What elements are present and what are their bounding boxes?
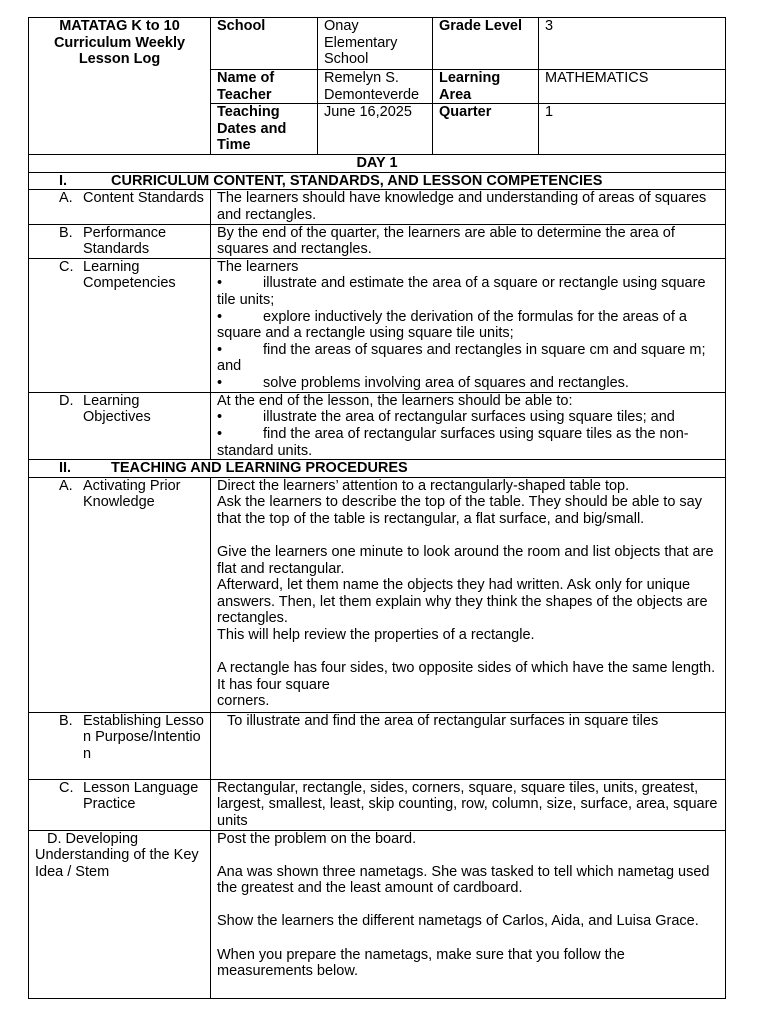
lesson-language-practice-label: C. Lesson Language Practice (29, 779, 211, 830)
content-standards-text: The learners should have knowledge and understanding of areas of squares and rectangles. (211, 190, 726, 224)
teaching-dates-label: Teaching Dates and Time (211, 104, 318, 155)
school-value: Onay Elementary School (318, 18, 433, 70)
document-title: MATATAG K to 10 Curriculum Weekly Lesson Log (29, 18, 211, 155)
activating-prior-knowledge-text: Direct the learners’ attention to a rectangularly-shaped table top. Ask the learners to describe the top of the table. They should be able to say that the top of the table is rectangular, a flat surface, and big/small. Give the learners one minute to look around the room and list objects that are flat and rectangular. Afterward, let them name the objects they had written. Ask only for unique answers. Then, let them explain why they think the shapes of the objects are rectangles. This will help review the properties of a rectangle. A rectangle has four sides, two opposite sides of which have the same length. It has four square corners. (211, 477, 726, 712)
activating-prior-knowledge-label: A. Activating Prior Knowledge (29, 477, 211, 712)
list-item: • solve problems involving area of squares and rectangles. (217, 374, 629, 391)
learning-area-label: Learning Area (433, 70, 539, 104)
grade-level-value: 3 (539, 18, 726, 70)
learning-objectives-text: At the end of the lesson, the learners should be able to: • illustrate the area of rectangular surfaces using square tiles; and • find the area of rectangular surfaces using square tiles as the non-standard units. (211, 392, 726, 459)
item-marker: A. (59, 190, 73, 207)
day-heading: DAY 1 (29, 155, 726, 173)
lesson-language-practice-text: Rectangular, rectangle, sides, corners, square, square tiles, units, greatest, largest, smallest, least, skip counting, row, column, size, surface, area, square units (211, 779, 726, 830)
item-marker: D. (59, 392, 74, 409)
section-2-heading (29, 460, 726, 478)
teacher-label: Name of Teacher (211, 70, 318, 104)
content-standards-label: A. Content Standards (29, 190, 211, 224)
learning-area-value: MATHEMATICS (539, 70, 726, 104)
list-item: • explore inductively the derivation of the formulas for the areas of a square and a rectangle using square tile units; (217, 308, 687, 342)
section-1-number: I. (59, 172, 68, 189)
item-marker: A. (59, 477, 73, 494)
section-1-heading (29, 172, 726, 190)
quarter-value: 1 (539, 104, 726, 155)
grade-level-label: Grade Level (433, 18, 539, 70)
teacher-value: Remelyn S. Demonteverde (318, 70, 433, 104)
item-marker: B. (59, 224, 73, 241)
performance-standards-text: By the end of the quarter, the learners are able to determine the area of squares and rectangles. (211, 224, 726, 258)
item-marker: B. (59, 712, 73, 729)
establishing-lesson-purpose-text: To illustrate and find the area of rectangular surfaces in square tiles (211, 712, 726, 779)
list-item: • illustrate and estimate the area of a square or rectangle using square tile units; (217, 275, 706, 308)
performance-standards-label: B. Performance Standards (29, 224, 211, 258)
teaching-dates-value: June 16,2025 (318, 104, 433, 155)
quarter-label: Quarter (433, 104, 539, 155)
section-2-number: II. (59, 460, 72, 477)
learning-objectives-label: D. Learning Objectives (29, 392, 211, 459)
lesson-log-page (28, 17, 725, 999)
establishing-lesson-purpose-label: B. Establishing Lesson Purpose/Intention (29, 712, 211, 779)
school-label: School (211, 18, 318, 70)
lesson-log-table (28, 17, 726, 999)
list-item: • find the area of rectangular surfaces using square tiles as the non-standard units. (217, 425, 689, 459)
developing-understanding-text: Post the problem on the board. Ana was shown three nametags. She was tasked to tell which nametag used the greatest and the least amount of cardboard. Show the learners the different nametags of Carlos, Aida, and Luisa Grace. When you prepare the nametags, make sure that you follow the measurements below. (211, 830, 726, 998)
item-marker: C. (59, 258, 74, 275)
learning-competencies-label: C. Learning Competencies (29, 258, 211, 392)
developing-understanding-label: D. Developing Understanding of the Key Idea / Stem (29, 830, 211, 998)
list-item: • find the areas of squares and rectangles in square cm and square m; and (217, 341, 706, 375)
list-item: • illustrate the area of rectangular surfaces using square tiles; and (217, 409, 675, 426)
item-marker: C. (59, 779, 74, 796)
section-1-title: CURRICULUM CONTENT, STANDARDS, AND LESSON COMPETENCIES (111, 172, 603, 189)
learning-competencies-text: The learners • illustrate and estimate the area of a square or rectangle using square tile units; • explore inductively the derivation of the formulas for the areas of a square and a rectangle using square tile units; • find the areas of squares and rectangles in square cm and square m; and • solve problems involving area of squares and rectangles. (211, 258, 726, 392)
section-2-title: TEACHING AND LEARNING PROCEDURES (111, 460, 408, 477)
